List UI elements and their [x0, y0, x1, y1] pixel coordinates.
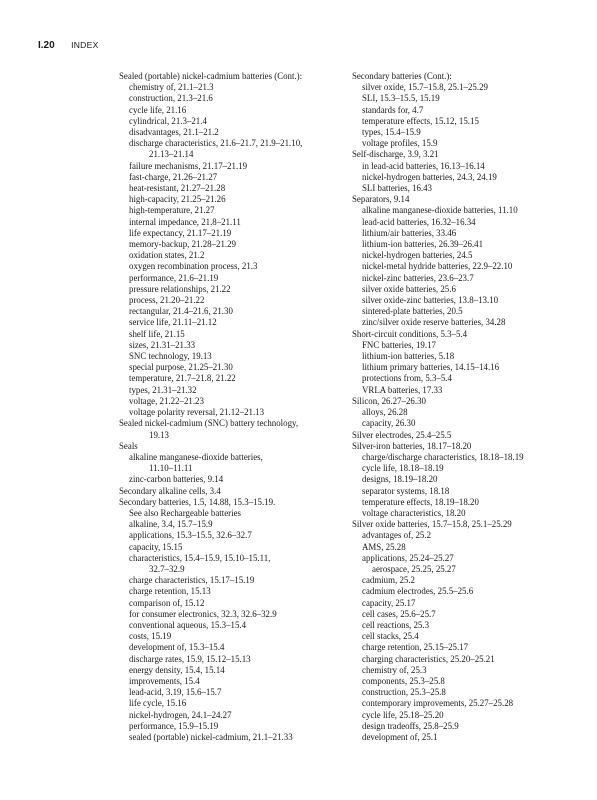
- index-subentry: discharge characteristics, 21.6–21.7, 21.9–21.10,: [129, 138, 303, 149]
- index-subentry: pressure relationships, 21.22: [129, 283, 231, 294]
- index-entry: Sealed (portable) nickel-cadmium batteries (Cont.):: [119, 71, 303, 81]
- index-subentry: internal impedance, 21.8–21.11: [129, 216, 241, 227]
- index-subentry: protections from, 5.3–5.4: [362, 373, 452, 384]
- index-subentry: alkaline, 3.4, 15.7–15.9: [129, 519, 213, 530]
- index-column-left: [119, 71, 341, 743]
- index-subentry: charge retention, 15.13: [129, 586, 211, 597]
- index-subentry: voltage polarity reversal, 21.12–21.13: [129, 407, 265, 418]
- index-subentry: oxygen recombination process, 21.3: [129, 261, 258, 272]
- index-subentry: energy density, 15.4, 15.14: [129, 664, 225, 675]
- index-subentry: life cycle, 15.16: [129, 698, 187, 709]
- index-entry: Silicon, 26.27–26.30: [352, 395, 426, 406]
- index-subentry: 32.7–32.9: [149, 563, 185, 574]
- index-subentry: cell reactions, 25.3: [362, 619, 430, 630]
- index-subentry: voltage, 21.22–21.23: [129, 395, 204, 406]
- index-subentry: improvements, 15.4: [129, 675, 200, 686]
- index-subentry: chemistry of, 21.1–21.3: [129, 82, 214, 93]
- index-subentry: aerospace, 25.25, 25.27: [372, 563, 456, 574]
- index-subentry: contemporary improvements, 25.27–25.28: [362, 698, 514, 709]
- index-subentry: SLI batteries, 16.43: [362, 183, 432, 194]
- index-subentry: 19.13: [149, 429, 169, 440]
- index-subentry: cell stacks, 25.4: [362, 631, 419, 642]
- index-subentry: process, 21.20–21.22: [129, 295, 205, 306]
- index-subentry: zinc-carbon batteries, 9.14: [129, 474, 224, 485]
- index-subentry: life expectancy, 21.17–21.19: [129, 227, 232, 238]
- index-subentry: sintered-plate batteries, 20.5: [362, 306, 463, 317]
- index-subentry: charge retention, 25.15–25.17: [362, 642, 469, 653]
- index-subentry: charge characteristics, 15.17–15.19: [129, 575, 255, 586]
- index-subentry: memory-backup, 21.28–21.29: [129, 239, 236, 250]
- index-subentry: nickel-hydrogen batteries, 24.5: [362, 250, 473, 261]
- page-header: [38, 40, 99, 51]
- index-subentry: lithium-ion batteries, 26.39–26.41: [362, 239, 484, 250]
- index-subentry: separator systems, 18.18: [362, 485, 450, 496]
- index-subentry: applications, 15.3–15.5, 32.6–32.7: [129, 530, 252, 541]
- index-subentry: special purpose, 21.25–21.30: [129, 362, 233, 373]
- index-subentry: cycle life, 21.16: [129, 104, 187, 115]
- index-subentry: cycle life, 18.18–18.19: [362, 463, 444, 474]
- index-entry: Separators, 9.14: [352, 194, 410, 205]
- index-entry: Silver electrodes, 25.4–25.5: [352, 429, 452, 440]
- index-subentry: costs, 15.19: [129, 631, 172, 642]
- index-subentry: designs, 18.19–18.20: [362, 474, 438, 485]
- index-subentry: discharge rates, 15.9, 15.12–15.13: [129, 653, 251, 664]
- index-subentry: cycle life, 25.18–25.20: [362, 709, 444, 720]
- index-subentry: performance, 15.9–15.19: [129, 720, 219, 731]
- index-subentry: service life, 21.11–21.12: [129, 317, 217, 328]
- index-subentry: zinc/silver oxide reserve batteries, 34.28: [362, 317, 506, 328]
- index-subentry: lithium-ion batteries, 5.18: [362, 351, 455, 362]
- index-entry: Short-circuit conditions, 5.3–5.4: [352, 328, 468, 339]
- index-subentry: silver oxide, 15.7–15.8, 25.1–25.29: [362, 82, 488, 93]
- index-subentry: 21.13–21.14: [149, 149, 194, 160]
- index-subentry: shelf life, 21.15: [129, 328, 185, 339]
- index-subentry: performance, 21.6–21.19: [129, 272, 219, 283]
- index-subentry: construction, 25.3–25.8: [362, 687, 446, 698]
- index-entry: Secondary batteries, 1.5, 14.88, 15.3–15.19.: [119, 496, 276, 507]
- index-subentry: nickel-hydrogen, 24.1–24.27: [129, 709, 232, 720]
- running-head: INDEX: [71, 40, 99, 50]
- index-subentry: silver oxide-zinc batteries, 13.8–13.10: [362, 295, 499, 306]
- index-entry: Sealed nickel-cadmium (SNC) battery technology,: [119, 418, 299, 429]
- index-subentry: capacity, 26.30: [362, 418, 416, 429]
- index-subentry: capacity, 25.17: [362, 597, 416, 608]
- index-subentry: types, 21.31–21.32: [129, 384, 197, 395]
- index-entry: Seals: [119, 440, 138, 451]
- index-subentry: failure mechanisms, 21.17–21.19: [129, 160, 248, 171]
- index-subentry: components, 25.3–25.8: [362, 675, 445, 686]
- index-subentry: nickel-zinc batteries, 23.6–23.7: [362, 272, 474, 283]
- index-subentry: standards for, 4.7: [362, 104, 424, 115]
- index-subentry: cylindrical, 21.3–21.4: [129, 115, 207, 126]
- index-subentry: SNC technology, 19.13: [129, 351, 212, 362]
- index-subentry: development of, 25.1: [362, 731, 438, 742]
- index-subentry: cell cases, 25.6–25.7: [362, 608, 436, 619]
- index-subentry: high-capacity, 21.25–21.26: [129, 194, 226, 205]
- index-subentry: advantages of, 25.2: [362, 530, 432, 541]
- index-subentry: applications, 25.24–25.27: [362, 552, 454, 563]
- index-subentry: capacity, 15.15: [129, 541, 183, 552]
- index-subentry: temperature effects, 18.19–18.20: [362, 496, 479, 507]
- index-subentry: types, 15.4–15.9: [362, 127, 421, 138]
- index-subentry: SLI, 15.3–15.5, 15.19: [362, 93, 440, 104]
- index-subentry: conventional aqueous, 15.3–15.4: [129, 619, 247, 630]
- index-subentry: in lead-acid batteries, 16.13–16.14: [362, 160, 485, 171]
- index-subentry: temperature effects, 15.12, 15.15: [362, 115, 479, 126]
- index-subentry: lithium primary batteries, 14.15–14.16: [362, 362, 500, 373]
- index-subentry: alkaline manganese-dioxide batteries, 11.10: [362, 205, 518, 216]
- page-number: I.20: [38, 40, 55, 51]
- index-subentry: alkaline manganese-dioxide batteries,: [129, 451, 263, 462]
- index-subentry: sealed (portable) nickel-cadmium, 21.1–21.33: [129, 731, 293, 742]
- index-subentry: lead-acid, 3.19, 15.6–15.7: [129, 687, 222, 698]
- index-subentry: for consumer electronics, 32.3, 32.6–32.9: [129, 608, 277, 619]
- index-subentry: nickel-metal hydride batteries, 22.9–22.10: [362, 261, 513, 272]
- index-subentry: charging characteristics, 25.20–25.21: [362, 653, 495, 664]
- index-subentry: 11.10–11.11: [149, 463, 193, 474]
- index-subentry: disadvantages, 21.1–21.2: [129, 127, 219, 138]
- index-entry: Silver oxide batteries, 15.7–15.8, 25.1–25.29: [352, 519, 512, 530]
- index-subentry: chemistry of, 25.3: [362, 664, 427, 675]
- index-subentry: construction, 21.3–21.6: [129, 93, 213, 104]
- index-subentry: charge/discharge characteristics, 18.18–18.19: [362, 451, 524, 462]
- index-subentry: lead-acid batteries, 16.32–16.34: [362, 216, 476, 227]
- index-subentry: oxidation states, 21.2: [129, 250, 205, 261]
- index-subentry: design tradeoffs, 25.8–25.9: [362, 720, 459, 731]
- index-subentry: voltage profiles, 15.9: [362, 138, 438, 149]
- index-subentry: VRLA batteries, 17.33: [362, 384, 443, 395]
- index-subentry: sizes, 21.31–21.33: [129, 339, 196, 350]
- index-subentry: voltage characteristics, 18.20: [362, 507, 466, 518]
- index-entry: Secondary alkaline cells, 3.4: [119, 485, 221, 496]
- index-subentry: silver oxide batteries, 25.6: [362, 283, 456, 294]
- index-subentry: cadmium electrodes, 25.5–25.6: [362, 586, 474, 597]
- index-subentry: FNC batteries, 19.17: [362, 339, 436, 350]
- index-subentry: alloys, 26.28: [362, 407, 408, 418]
- index-entry: Secondary batteries (Cont.):: [352, 71, 452, 81]
- index-column-right: [352, 71, 574, 743]
- index-subentry: See also Rechargeable batteries: [129, 507, 241, 518]
- index-subentry: AMS, 25.28: [362, 541, 406, 552]
- index-subentry: characteristics, 15.4–15.9, 15.10–15.11,: [129, 552, 271, 563]
- index-subentry: heat-resistant, 21.27–21.28: [129, 183, 226, 194]
- index-subentry: development of, 15.3–15.4: [129, 642, 225, 653]
- index-subentry: rectangular, 21.4–21.6, 21.30: [129, 306, 233, 317]
- index-subentry: nickel-hydrogen batteries, 24.3, 24.19: [362, 171, 497, 182]
- index-entry: Self-discharge, 3.9, 3.21: [352, 149, 439, 160]
- index-subentry: comparison of, 15.12: [129, 597, 205, 608]
- index-subentry: high-temperature, 21.27: [129, 205, 215, 216]
- index-subentry: temperature, 21.7–21.8, 21.22: [129, 373, 236, 384]
- index-entry: Silver-iron batteries, 18.17–18.20: [352, 440, 472, 451]
- index-subentry: cadmium, 25.2: [362, 575, 415, 586]
- index-subentry: lithium/air batteries, 33.46: [362, 227, 457, 238]
- index-subentry: fast-charge, 21.26–21.27: [129, 171, 218, 182]
